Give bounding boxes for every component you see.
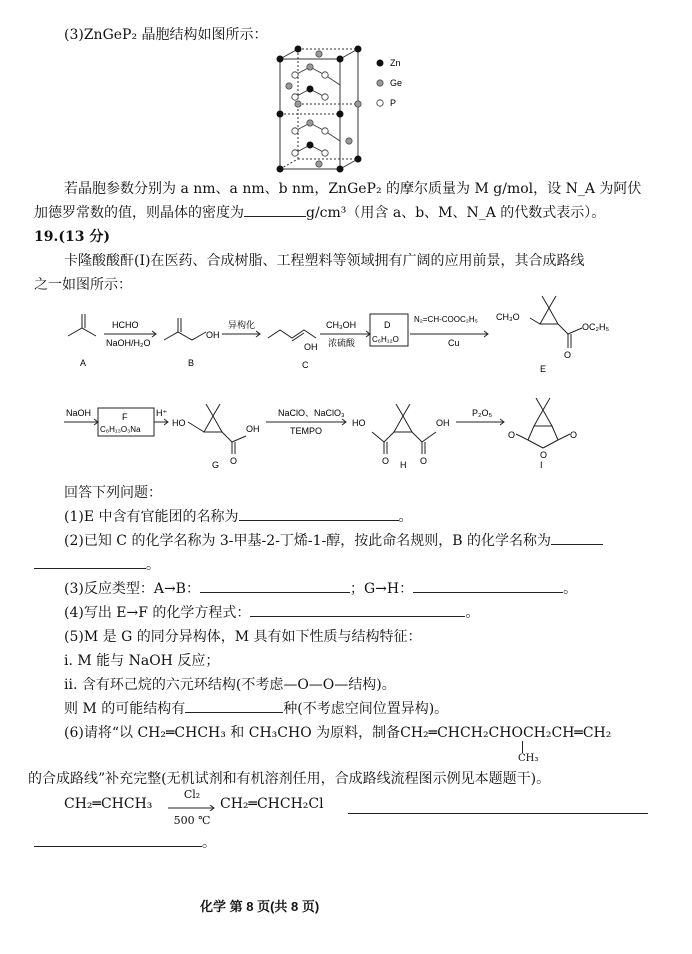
q2-end: 。	[146, 557, 160, 573]
density-line-2	[34, 202, 605, 222]
f-formula: C₈H₁₃O₃Na	[100, 425, 141, 434]
q5-end-text-a: 则 M 的可能结构有	[64, 701, 186, 717]
q3-end: 。	[563, 581, 578, 597]
q5-answer-blank[interactable]	[185, 711, 283, 713]
q6-route-product: CH₂═CHCH₂Cl	[220, 796, 324, 812]
reagent-naclo: NaClO、NaClO₃	[278, 408, 345, 418]
reagent-h2so4: 浓硫酸	[328, 338, 356, 348]
reagent-tempo: TEMPO	[290, 426, 323, 436]
h-ho: HO	[352, 418, 366, 428]
label-f: F	[122, 412, 128, 422]
i-o-left: O	[508, 430, 516, 440]
q19-intro-2: 之一如图所示：	[34, 277, 132, 293]
question-6-line-1: (6)请将“以 CH₂═CHCH₃ 和 CH₃CHO 为原料，制备CH₂═CHCH₂CHOCH₂CH═CH₂	[64, 725, 612, 741]
question-5: (5)M 是 G 的同分异构体，M 具有如下性质与结构特征：	[64, 629, 422, 645]
label-c: C	[302, 360, 309, 370]
reagent-isomerization: 异构化	[228, 320, 256, 330]
legend-ge: Ge	[390, 78, 403, 88]
answer-heading: 回答下列问题：	[64, 485, 162, 501]
arrow-right-icon	[168, 805, 216, 811]
q19-intro-1: 卡隆酸酸酐(I)在医药、合成树脂、工程塑料等领域拥有广阔的应用前景，其合成路线	[64, 253, 585, 269]
e-methoxy: CH₃O	[496, 312, 520, 322]
question-2-cont	[34, 554, 160, 574]
legend-p: P	[390, 98, 397, 108]
reagent-hcho: HCHO	[112, 320, 139, 330]
q4-end: 。	[465, 605, 480, 621]
density-line-1: 若晶胞参数分别为 a nm、a nm、b nm，ZnGeP₂ 的摩尔质量为 M g/mol，设 N_A 为阿伏	[64, 181, 642, 197]
reagent-diazo: N₂=CH-COOC₂H₅	[414, 315, 478, 324]
q1-end: 。	[398, 509, 413, 525]
q6-ch3: CH₃	[518, 753, 539, 764]
i-ring-o: O	[540, 450, 548, 460]
q6-ch3-branch	[518, 741, 538, 764]
label-a: A	[80, 358, 87, 368]
c-oh: OH	[304, 342, 318, 352]
d-formula: C₆H₁₂O	[372, 335, 399, 344]
question-4	[64, 602, 479, 622]
q5-end	[64, 698, 448, 718]
reagent-cu: Cu	[448, 338, 460, 348]
h-o-right: O	[420, 456, 428, 466]
reagent-naoh-2: NaOH	[66, 408, 92, 418]
synthesis-route-row-1	[64, 292, 664, 377]
page-footer: 化学 第 8 页(共 8 页)	[200, 899, 320, 914]
q6-end: 。	[202, 835, 216, 851]
q6-answer-blank-b[interactable]	[34, 845, 202, 847]
q2-answer-blank-a[interactable]	[551, 543, 603, 545]
q5-condition-i: ⅰ. M 能与 NaOH 反应；	[64, 653, 220, 669]
density-answer-blank[interactable]	[244, 215, 306, 217]
label-i: I	[540, 460, 543, 470]
q6-arrow-condition: 500 ℃	[173, 814, 211, 827]
q6-arrow-reagent: Cl₂	[183, 788, 201, 801]
reagent-h-plus: H⁺	[156, 408, 168, 418]
q6-route-cont	[34, 832, 216, 852]
density-line-2b: g/cm³（用含 a、b、M、N_A 的代数式表示）。	[306, 205, 606, 221]
h-o-left: O	[382, 456, 390, 466]
q3-answer-blank-ab[interactable]	[200, 591, 350, 593]
label-h: H	[400, 460, 407, 470]
question-6-line-2: 的合成路线”补充完整(无机试剂和有机溶剂任用，合成路线流程图示例见本题题干)。	[28, 771, 551, 787]
label-d: D	[384, 320, 391, 330]
q3-answer-blank-gh[interactable]	[413, 591, 563, 593]
question-1	[64, 506, 413, 526]
g-ho: HO	[172, 418, 186, 428]
label-e: E	[540, 364, 547, 374]
q1-text: (1)E 中含有官能团的名称为	[64, 509, 239, 525]
h-oh: OH	[436, 418, 450, 428]
q3-text-a: (3)反应类型：A→B：	[64, 581, 200, 597]
e-carbonyl-o: O	[564, 350, 572, 360]
q5-condition-ii: ⅱ. 含有环己烷的六元环结构(不考虑—O—O—结构)。	[64, 677, 396, 693]
e-oc2h5: OC₂H₅	[582, 322, 610, 332]
reagent-naoh: NaOH/H₂O	[106, 338, 151, 348]
q6-answer-blank-a[interactable]	[348, 812, 648, 814]
q5-end-text-b: 种(不考虑空间位置异构)。	[283, 701, 449, 717]
q4-text: (4)写出 E→F 的化学方程式：	[64, 605, 251, 621]
synthesis-route-row-2	[64, 390, 664, 470]
label-b: B	[188, 358, 195, 368]
label-g: G	[212, 460, 220, 470]
q1-answer-blank[interactable]	[239, 519, 399, 521]
g-carbonyl-o: O	[230, 456, 238, 466]
q3-text-b: ；G→H：	[349, 581, 414, 597]
q19-heading: 19.(13 分)	[34, 229, 110, 245]
reagent-p2o5: P₂O₅	[472, 408, 493, 418]
q2-answer-blank-b[interactable]	[34, 567, 146, 569]
i-o-right: O	[570, 430, 578, 440]
density-line-2a: 加德罗常数的值，则晶体的密度为	[34, 205, 244, 221]
q4-answer-blank[interactable]	[250, 615, 465, 617]
question-3	[64, 578, 577, 598]
question-2	[64, 530, 603, 550]
q2-text: (2)已知 C 的化学名称为 3-甲基-2-丁烯-1-醇，按此命名规则，B 的化学名称为	[64, 533, 552, 549]
q6-route-arrow	[168, 788, 216, 827]
legend-zn: Zn	[390, 58, 401, 68]
q3-intro: (3)ZnGeP₂ 晶胞结构如图所示：	[64, 27, 268, 43]
g-oh: OH	[246, 424, 260, 434]
reagent-ch3oh: CH₃OH	[326, 320, 357, 330]
q6-route-start: CH₂═CHCH₃	[64, 796, 153, 812]
crystal-cell-diagram	[260, 45, 430, 175]
b-oh: OH	[206, 330, 220, 340]
